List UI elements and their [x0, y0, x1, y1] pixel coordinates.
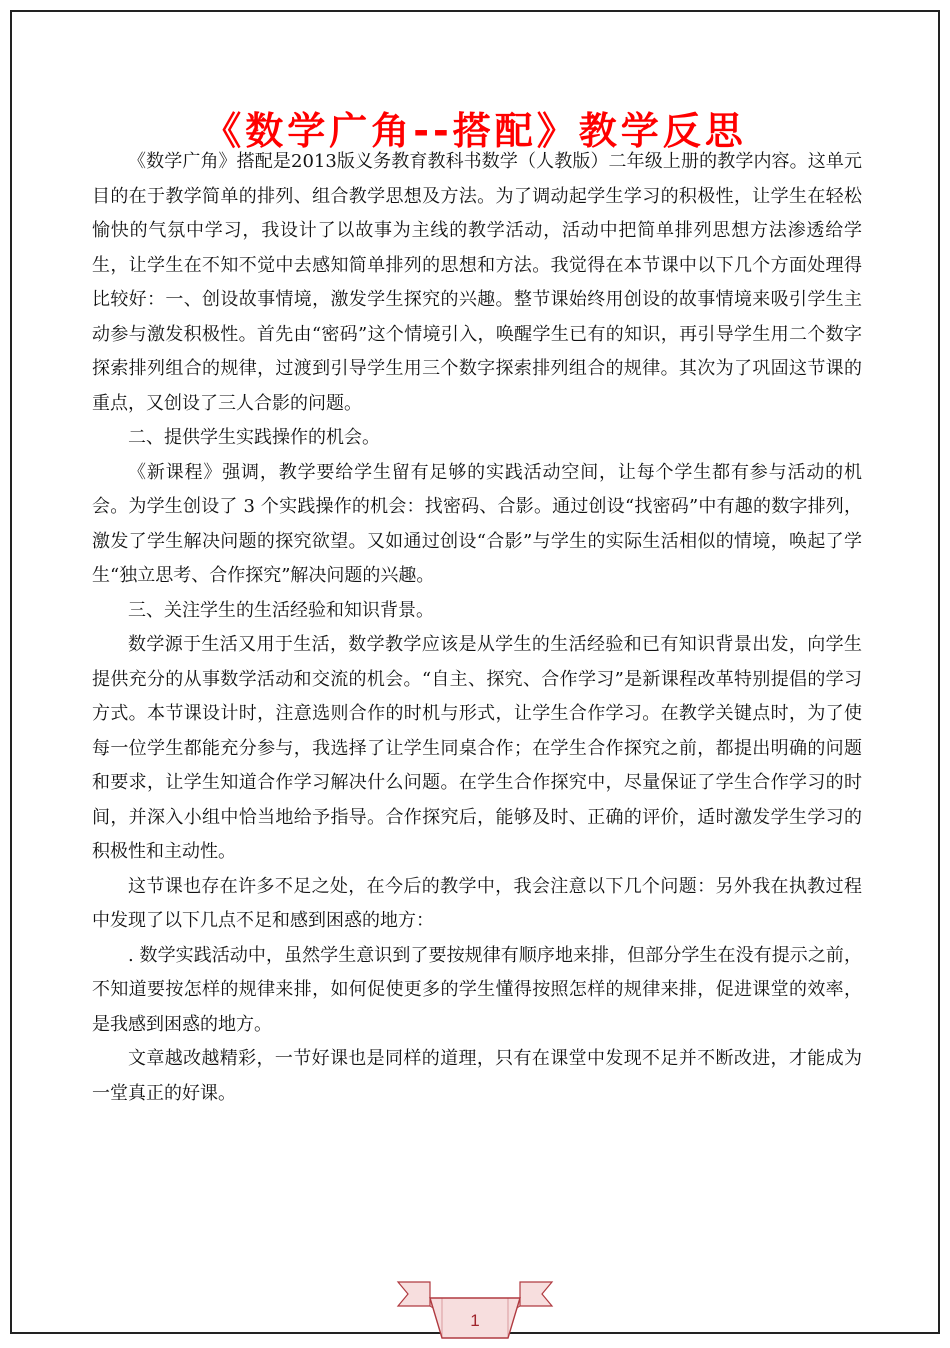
page-number: 1 — [470, 1311, 480, 1330]
paragraph-conclusion: 文章越改越精彩，一节好课也是同样的道理，只有在课堂中发现不足并不断改进，才能成为一堂真正的好课。 — [92, 1048, 862, 1104]
paragraph-intro: 《数学广角》搭配是2013版义务教育教科书数学（人教版）二年级上册的教学内容。这单元目的在于教学简单的排列、组合教学思想及方法。为了调动起学生学习的积极性，让学生在轻松愉快的气氛中学习，我设计了以故事为主线的教学活动，活动中把简单排列思想方法渗透给学生，让学生在不知不觉中去感知简单排列的思想和方法。我觉得在本节课中以下几个方面处理得比较好：一、创设故事情境，激发学生探究的兴趣。整节课始终用创设的故事情境来吸引学生主动参与激发积极性。首先由“密码”这个情境引入，唤醒学生已有的知识，再引导学生用二个数字探索排列组合的规律，过渡到引导学生用三个数字探索排列组合的规律。其次为了巩固这节课的重点，又创设了三人合影的问题。 — [92, 151, 862, 414]
document-title: 《数学广角--搭配》教学反思 — [203, 109, 747, 153]
paragraph-heading-2: 二、提供学生实践操作的机会。 — [128, 427, 380, 448]
paragraph-shortcomings: 这节课也存在许多不足之处，在今后的教学中，我会注意以下几个问题：另外我在执教过程中发现了以下几点不足和感到困惑的地方： — [92, 875, 862, 931]
paragraph-practice: 《新课程》强调，教学要给学生留有足够的实践活动空间，让每个学生都有参与活动的机会。为学生创设了 3 个实践操作的机会：找密码、合影。通过创设“找密码”中有趣的数字排列，激发了学生解决问题的探究欲望。又如通过创设“合影”与学生的实际生活相似的情境，唤起了学生“独立思考、合作探究”解决问题的兴趣。 — [92, 461, 862, 586]
ribbon-badge-icon — [390, 1272, 560, 1344]
document-body — [92, 145, 862, 1111]
page-number-badge — [390, 1272, 560, 1344]
paragraph-life-experience: 数学源于生活又用于生活，数学教学应该是从学生的生活经验和已有知识背景出发，向学生提供充分的从事数学活动和交流的机会。“自主、探究、合作学习”是新课程改革特别提倡的学习方式。本节课设计时，注意选则合作的时机与形式，让学生合作学习。在教学关键点时，为了使每一位学生都能充分参与，我选择了让学生同桌合作；在学生合作探究之前，都提出明确的问题和要求，让学生知道合作学习解决什么问题。在学生合作探究中，尽量保证了学生合作学习的时间，并深入小组中恰当地给予指导。合作探究后，能够及时、正确的评价，适时激发学生学习的积极性和主动性。 — [92, 634, 862, 862]
paragraph-confusion: . 数学实践活动中，虽然学生意识到了要按规律有顺序地来排，但部分学生在没有提示之前，不知道要按怎样的规律来排，如何促使更多的学生懂得按照怎样的规律来排，促进课堂的效率，是我感到困惑的地方。 — [92, 944, 862, 1035]
paragraph-heading-3: 三、关注学生的生活经验和知识背景。 — [128, 599, 434, 621]
